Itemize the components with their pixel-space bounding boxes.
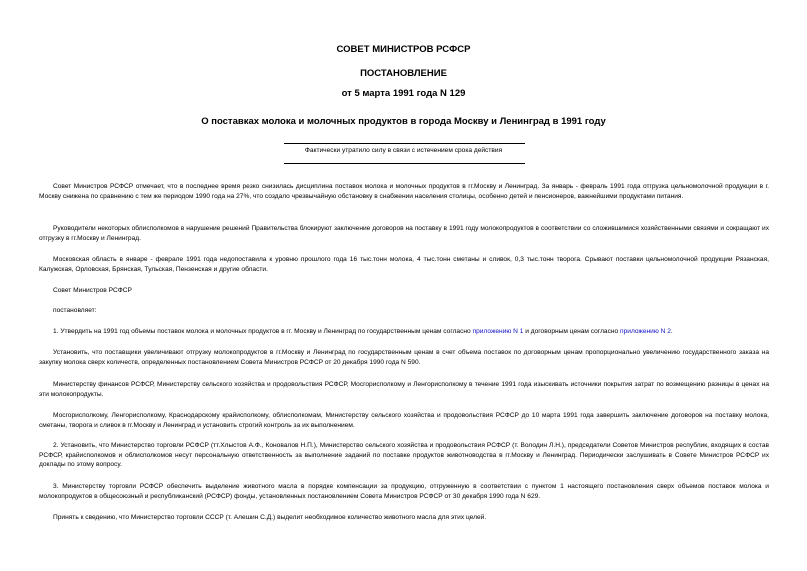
paragraph-preamble-2: Руководители некоторых облисполкомов в нарушение решений Правительства блокируют заключение договоров на поставку в 1991 году молокопродуктов в соответствии со сложившимися хозяйственными связями и сокращают их отгрузку в гг.Москву и Ленинград. [39, 225, 769, 242]
status-bottom-rule [284, 163, 525, 164]
status-top-rule [284, 143, 525, 144]
item-1-text-start: 1. Утвердить на 1991 год объемы поставок молока и молочных продуктов в гг. Москву и Ленинград по государственным ценам согласно [53, 328, 473, 335]
issuing-authority: СОВЕТ МИНИСТРОВ РСФСР [336, 44, 471, 55]
paragraph-item-1 [39, 327, 769, 337]
paragraph-item-3: 3. Министерству торговли РСФСР обеспечить выделение животного масла в порядке компенсации за продукцию, отгруженную в соответствии с пунктом 1 настоящего постановления сверх объемов поставок молока и молокопродуктов в общесоюзный и республиканский (РСФСР) фонды, установленных постановлением Совета Министров РСФСР от 30 декабря 1990 года N 629. [39, 483, 769, 500]
document-subject: О поставках молока и молочных продуктов в города Москву и Ленинград в 1991 году [201, 116, 606, 127]
paragraph-item-1-prices: Установить, что поставщики увеличивают отгрузку молокопродуктов в гг.Москву и Ленинград по государственным ценам в счет объема поставок по договорным ценам пропорционально увеличению государственного заказа на закупку молока сверх количеств, определенных постановлением Совета Министров РСФСР от 20 декабря 1990 года N 590. [39, 349, 769, 366]
item-1-text-end: . [670, 328, 673, 335]
document-type: ПОСТАНОВЛЕНИЕ [360, 68, 447, 79]
paragraph-preamble-3: Московская область в январе - феврале 1991 года недопоставила к уровню прошлого года 16 тыс.тонн молока, 4 тыс.тонн сметаны и сливок, 0,3 тыс.тонн творога. Срывают поставки цельномолочной продукции Рязанская, Калужская, Орловская, Брянская, Тульская, Пензенская и другие области. [39, 256, 769, 273]
paragraph-item-1-contracts: Мосгорисполкому, Ленгорисполкому, Краснодарскому крайисполкому, облисполкомам, Министерству сельского хозяйства и продовольствия РСФСР до 10 марта 1991 года завершить заключение договоров на поставку молока, сметаны, творога и сливок в гг.Москву и Ленинград и установить строгий контроль за их выполнением. [39, 412, 769, 429]
item-1-text-middle: и договорным ценам согласно [523, 328, 621, 335]
paragraph-council: Совет Министров РСФСР [53, 287, 132, 294]
paragraph-item-2: 2. Установить, что Министерство торговли РСФСР (тт.Хлыстов А.Ф., Коновалов Н.П.), Министерство сельского хозяйства и продовольствия РСФСР (т. Володин Л.Н.), председатели Советов Министров республик, входящих в состав РСФСР, крайисполкомов и облисполкомов несут персональную ответственность за выполнение заданий по поставке продуктов животноводства в гг.Москву и Ленинград. Периодически заслушивать в Совете Министров РСФСР их доклады по этому вопросу. [39, 442, 769, 469]
appendix-2-link[interactable]: приложению N 2 [620, 328, 671, 335]
paragraph-note: Принять к сведению, что Министерство торговли СССР (т. Алешин С.Д.) выделит необходимое количество животного масла для этих целей. [53, 514, 487, 521]
document-date-number: от 5 марта 1991 года N 129 [341, 88, 466, 99]
paragraph-preamble-1: Совет Министров РСФСР отмечает, что в последнее время резко снизилась дисциплина поставок молока и молочных продуктов в гг.Москву и Ленинград. За январь - февраль 1991 года отгрузка цельномолочной продукции в г. Москву снижена по сравнению с тем же периодом 1990 года на 27%, что создало чрезвычайную обстановку в снабжении населения столицы, особенно детей и пенсионеров, важнейшими продуктами питания. [39, 183, 769, 200]
document-status-note: Фактически утратило силу в связи с истечением срока действия [304, 147, 503, 154]
appendix-1-link[interactable]: приложению N 1 [472, 328, 524, 335]
paragraph-item-1-finance: Министерству финансов РСФСР, Министерству сельского хозяйства и продовольствия РСФСР, Мосгорисполкому и Ленгорисполкому в течение 1991 года изыскивать источники покрытия затрат по возмещению разницы в ценах на эти молокопродукты. [39, 381, 769, 398]
paragraph-resolves: постановляет: [53, 307, 97, 314]
